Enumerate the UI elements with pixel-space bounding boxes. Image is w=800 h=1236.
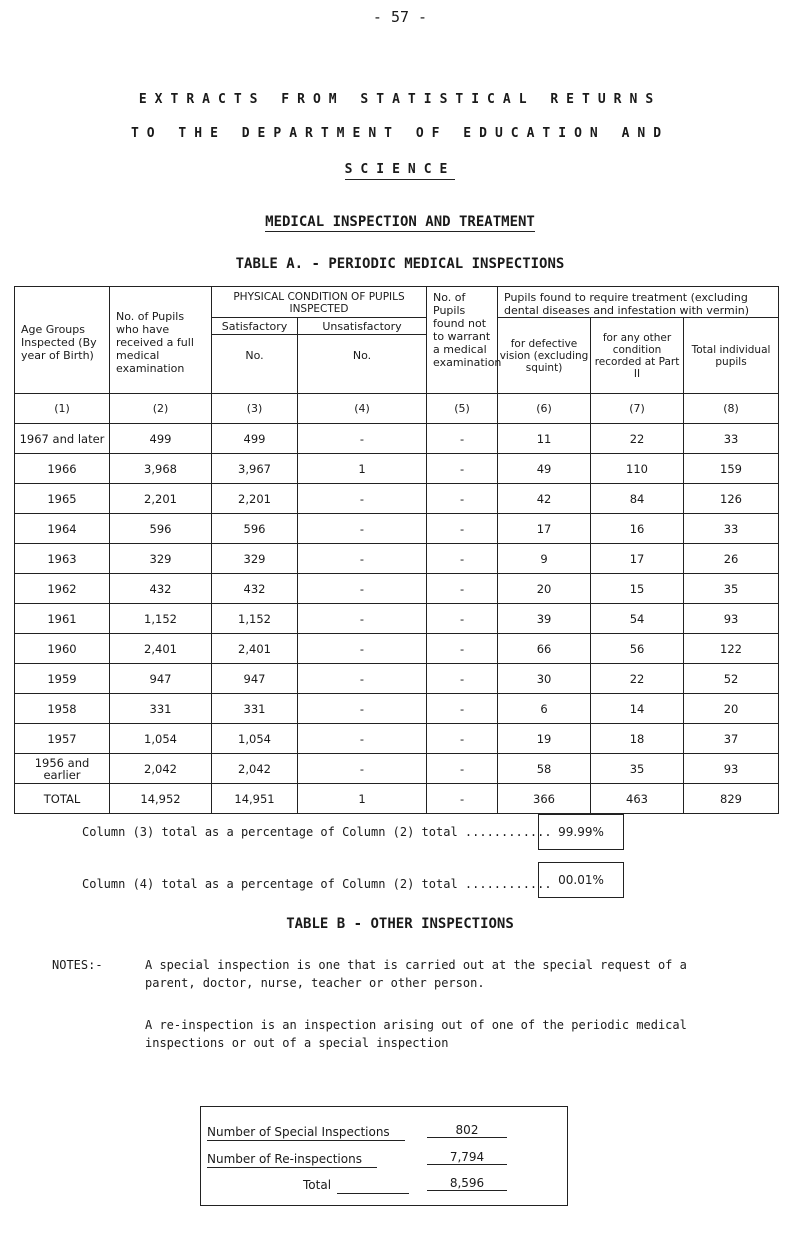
column-number: (2) [110,394,212,424]
pupils-received-cell: 3,968 [110,454,212,484]
column-number: (3) [212,394,298,424]
total-individual-cell: 37 [684,724,779,754]
total-not-warrant-cell: - [427,784,498,814]
percentage-col3-value: 99.99% [538,814,624,850]
header-not-warrant: No. of Pupils found not to warrant a medical examination [427,287,498,394]
satisfactory-cell: 3,967 [212,454,298,484]
reinspections-value: 7,794 [427,1150,507,1165]
percentage-col4-value: 00.01% [538,862,624,898]
header-total-individual: Total individual pupils [684,318,779,394]
column-number: (6) [498,394,591,424]
column-number: (1) [15,394,110,424]
other-condition-cell: 18 [591,724,684,754]
other-condition-cell: 17 [591,544,684,574]
total-individual-cell: 20 [684,694,779,724]
not-warrant-cell: - [427,574,498,604]
total-individual-cell: 26 [684,544,779,574]
special-inspections-value: 802 [427,1123,507,1138]
other-condition-cell: 110 [591,454,684,484]
table-row [15,544,779,574]
not-warrant-cell: - [427,544,498,574]
not-warrant-cell: - [427,724,498,754]
total-label: Total [303,1178,332,1192]
pupils-received-cell: 2,042 [110,754,212,784]
total-satisfactory-cell: 14,951 [212,784,298,814]
age-group-cell: 1966 [15,454,110,484]
age-group-cell: 1963 [15,544,110,574]
page-number: - 57 - [372,8,428,26]
total-pupils-received-cell: 14,952 [110,784,212,814]
header-unsatisfactory-no: No. [298,335,427,394]
header-other-condition: for any other condition recorded at Part II [591,318,684,394]
unsatisfactory-cell: - [298,664,427,694]
other-condition-cell: 15 [591,574,684,604]
header-line-3-text: SCIENCE [345,162,456,180]
table-row [15,574,779,604]
percentage-col4-text: Column (4) total as a percentage of Column (2) total ............ [82,877,552,891]
section-title [0,214,800,230]
note-special-line-2: parent, doctor, nurse, teacher or other person. [145,976,485,990]
note-reinspection-line-1: A re-inspection is an inspection arising out of one of the periodic medical [145,1018,687,1032]
other-condition-cell: 22 [591,664,684,694]
header-defective-vision: for defective vision (excluding squint) [498,318,591,394]
pupils-received-cell: 2,201 [110,484,212,514]
age-group-cell: 1956 and earlier [15,754,110,784]
pupils-received-cell: 596 [110,514,212,544]
total-individual-cell: 122 [684,634,779,664]
table-row [15,424,779,454]
unsatisfactory-cell: - [298,694,427,724]
column-number: (5) [427,394,498,424]
header-line-2: TO THE DEPARTMENT OF EDUCATION AND [130,126,670,141]
table-row [15,694,779,724]
satisfactory-cell: 596 [212,514,298,544]
age-group-cell: 1965 [15,484,110,514]
other-condition-cell: 14 [591,694,684,724]
total-defective-vision-cell: 366 [498,784,591,814]
total-total-individual-cell: 829 [684,784,779,814]
header-unsatisfactory: Unsatisfactory [298,318,427,335]
pupils-received-cell: 329 [110,544,212,574]
satisfactory-cell: 2,042 [212,754,298,784]
defective-vision-cell: 30 [498,664,591,694]
defective-vision-cell: 9 [498,544,591,574]
total-label-cell: TOTAL [15,784,110,814]
total-row [15,784,779,814]
column-number: (7) [591,394,684,424]
not-warrant-cell: - [427,754,498,784]
pupils-received-cell: 1,054 [110,724,212,754]
total-underline [337,1193,409,1194]
header-require-treatment: Pupils found to require treatment (excluding dental diseases and infestation with vermin) [498,287,779,318]
table-row [15,724,779,754]
defective-vision-cell: 42 [498,484,591,514]
defective-vision-cell: 66 [498,634,591,664]
column-number-row [15,394,779,424]
unsatisfactory-cell: - [298,574,427,604]
not-warrant-cell: - [427,634,498,664]
age-group-cell: 1957 [15,724,110,754]
pupils-received-cell: 947 [110,664,212,694]
unsatisfactory-cell: - [298,604,427,634]
age-group-cell: 1962 [15,574,110,604]
other-condition-cell: 16 [591,514,684,544]
age-group-cell: 1959 [15,664,110,694]
table-row [15,454,779,484]
unsatisfactory-cell: - [298,754,427,784]
pupils-received-cell: 2,401 [110,634,212,664]
table-row [15,484,779,514]
percentage-col3-text: Column (3) total as a percentage of Column (2) total ............ [82,825,552,839]
table-body [15,394,779,814]
defective-vision-cell: 49 [498,454,591,484]
table-row [15,514,779,544]
header-line-3 [0,162,800,177]
total-individual-cell: 93 [684,754,779,784]
unsatisfactory-cell: - [298,514,427,544]
header-satisfactory-no: No. [212,335,298,394]
header-line-1: EXTRACTS FROM STATISTICAL RETURNS [138,92,662,107]
satisfactory-cell: 1,054 [212,724,298,754]
total-individual-cell: 93 [684,604,779,634]
satisfactory-cell: 329 [212,544,298,574]
unsatisfactory-cell: - [298,634,427,664]
header-physical-condition: PHYSICAL CONDITION OF PUPILS INSPECTED [212,287,427,318]
defective-vision-cell: 17 [498,514,591,544]
age-group-cell: 1960 [15,634,110,664]
pupils-received-cell: 1,152 [110,604,212,634]
note-special-line-1: A special inspection is one that is carried out at the special request of a [145,958,687,972]
defective-vision-cell: 19 [498,724,591,754]
total-individual-cell: 52 [684,664,779,694]
other-condition-cell: 22 [591,424,684,454]
not-warrant-cell: - [427,484,498,514]
table-row [15,754,779,784]
reinspections-underline [207,1167,377,1168]
reinspections-label: Number of Re-inspections [207,1152,362,1166]
total-value: 8,596 [427,1176,507,1191]
other-condition-cell: 54 [591,604,684,634]
defective-vision-cell: 58 [498,754,591,784]
table-row [15,664,779,694]
table-b-title: TABLE B - OTHER INSPECTIONS [286,916,514,932]
periodic-inspections-table [14,286,779,814]
defective-vision-cell: 11 [498,424,591,454]
total-individual-cell: 33 [684,424,779,454]
satisfactory-cell: 432 [212,574,298,604]
satisfactory-cell: 1,152 [212,604,298,634]
defective-vision-cell: 39 [498,604,591,634]
unsatisfactory-cell: - [298,424,427,454]
notes-label: NOTES:- [52,958,103,972]
column-number: (4) [298,394,427,424]
total-other-condition-cell: 463 [591,784,684,814]
not-warrant-cell: - [427,664,498,694]
satisfactory-cell: 499 [212,424,298,454]
total-individual-cell: 159 [684,454,779,484]
table-row [15,604,779,634]
unsatisfactory-cell: - [298,544,427,574]
age-group-cell: 1964 [15,514,110,544]
total-individual-cell: 35 [684,574,779,604]
pupils-received-cell: 499 [110,424,212,454]
table-row [15,634,779,664]
defective-vision-cell: 20 [498,574,591,604]
total-individual-cell: 126 [684,484,779,514]
header-age-groups: Age Groups Inspected (By year of Birth) [15,287,110,394]
defective-vision-cell: 6 [498,694,591,724]
satisfactory-cell: 2,201 [212,484,298,514]
not-warrant-cell: - [427,694,498,724]
unsatisfactory-cell: 1 [298,454,427,484]
note-reinspection-line-2: inspections or out of a special inspection [145,1036,449,1050]
special-inspections-underline [207,1140,405,1141]
age-group-cell: 1958 [15,694,110,724]
not-warrant-cell: - [427,604,498,634]
not-warrant-cell: - [427,424,498,454]
age-group-cell: 1967 and later [15,424,110,454]
total-unsatisfactory-cell: 1 [298,784,427,814]
satisfactory-cell: 947 [212,664,298,694]
table-a-title: TABLE A. - PERIODIC MEDICAL INSPECTIONS [235,256,565,272]
other-condition-cell: 84 [591,484,684,514]
unsatisfactory-cell: - [298,484,427,514]
not-warrant-cell: - [427,454,498,484]
other-condition-cell: 56 [591,634,684,664]
section-title-text: MEDICAL INSPECTION AND TREATMENT [265,214,535,230]
total-individual-cell: 33 [684,514,779,544]
special-inspections-label: Number of Special Inspections [207,1125,390,1139]
other-condition-cell: 35 [591,754,684,784]
header-satisfactory: Satisfactory [212,318,298,335]
other-inspections-box [200,1106,568,1206]
pupils-received-cell: 331 [110,694,212,724]
pupils-received-cell: 432 [110,574,212,604]
age-group-cell: 1961 [15,604,110,634]
satisfactory-cell: 2,401 [212,634,298,664]
unsatisfactory-cell: - [298,724,427,754]
not-warrant-cell: - [427,514,498,544]
satisfactory-cell: 331 [212,694,298,724]
header-pupils-received: No. of Pupils who have received a full medical examination [110,287,212,394]
column-number: (8) [684,394,779,424]
